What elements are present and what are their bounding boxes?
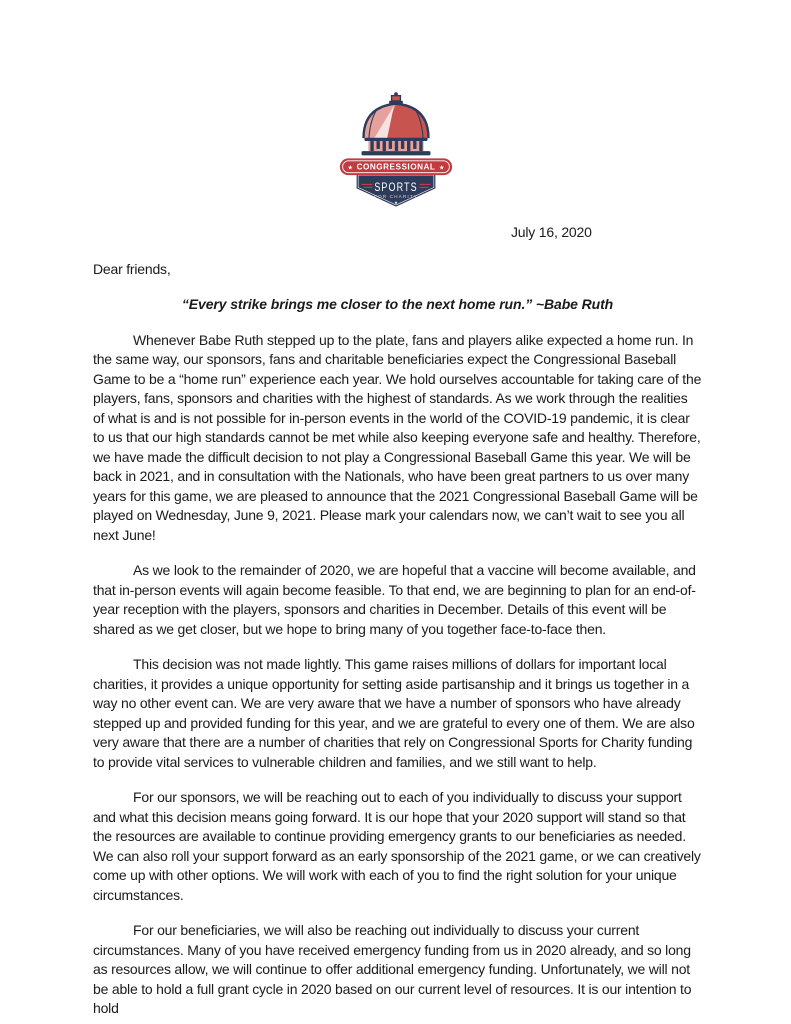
letter-paragraph-2: As we look to the remainder of 2020, we are hopeful that a vaccine will become available, and that in-person events will again become feasible. To that end, we are beginning to plan for an end-of-year reception with the players, sponsors and charities in December. Details of this event will be shared as we get closer, but we hope to bring many of you together face-to-face then.: [93, 562, 696, 637]
logo-for-charity-text: FOR CHARITY: [373, 195, 418, 201]
banner-star-right-icon: ★: [438, 164, 445, 172]
letter-paragraph-5: For our beneficiaries, we will also be reaching out individually to discuss your current circumstances. Many of you have received emergency funding from us in 2020 already, and so long as resources allow, we will continue to offer additional emergency funding. Unfortunately, we will not be able to hold a full grant cycle in 2020 based on our current level of resources. It is our intention to hold: [93, 922, 692, 1016]
pennant-star-icon: ★: [393, 199, 398, 205]
logo-congressional-text: CONGRESSIONAL: [356, 161, 435, 172]
letter-date: July 16, 2020: [511, 224, 592, 240]
letter-paragraph-3: This decision was not made lightly. This game raises millions of dollars for important local charities, it provides a unique opportunity for setting aside partisanship and it brings us together in a way no other event can. We are very aware that we have a number of sponsors who have already stepped up and provided funding for this year, and we are grateful to every one of them. We are also very aware that there are a number of charities that rely on Congressional Sports for Charity funding to provide vital services to vulnerable children and families, and we still want to help.: [93, 656, 695, 770]
colonnade-icon: [361, 138, 430, 156]
banner-icon: [339, 158, 451, 175]
letter-salutation: Dear friends,: [93, 260, 171, 277]
letter-body: [0, 223, 791, 1019]
congressional-sports-for-charity-logo: [331, 90, 461, 210]
cupola-icon: [389, 92, 403, 104]
letter-paragraph-1: Whenever Babe Ruth stepped up to the plate, fans and players alike expected a home run. In the same way, our sponsors, fans and charitable beneficiaries expect the Congressional Baseball Game to be a “home run” experience each year. We hold ourselves accountable for taking care of the players, fans, sponsors and charities with the highest of standards. As we work through the realities of what is and is not possible for in-person events in the world of the COVID-19 pandemic, it is clear to us that our high standards cannot be met while also keeping everyone safe and healthy. Therefore, we have made the difficult decision to not play a Congressional Baseball Game this year. We will be back in 2021, and in consultation with the Nationals, who have been great partners to us over many years for this game, we are pleased to announce that the 2021 Congressional Baseball Game will be played on Wednesday, June 9, 2021. Please mark your calendars now, we can’t wait to see you all next June!: [93, 331, 702, 543]
banner-star-left-icon: ★: [346, 164, 353, 172]
pennant-icon: [356, 174, 435, 207]
babe-ruth-quote: “Every strike brings me closer to the next home run.” ~Babe Ruth: [181, 296, 614, 312]
capitol-dome-logo-icon: [331, 90, 461, 210]
logo-sports-text: SPORTS: [373, 179, 418, 194]
dome-icon: [363, 104, 439, 138]
letter-paragraph-4: For our sponsors, we will be reaching out to each of you individually to discuss your support and what this decision means going forward. It is our hope that your 2020 support will stand so that the resources are available to continue providing emergency grants to our beneficiaries as needed. We can also roll your support forward as an early sponsorship of the 2021 game, or we can creatively come up with other options. We will work with each of you to find the right solution for your unique circumstances.: [93, 789, 701, 903]
